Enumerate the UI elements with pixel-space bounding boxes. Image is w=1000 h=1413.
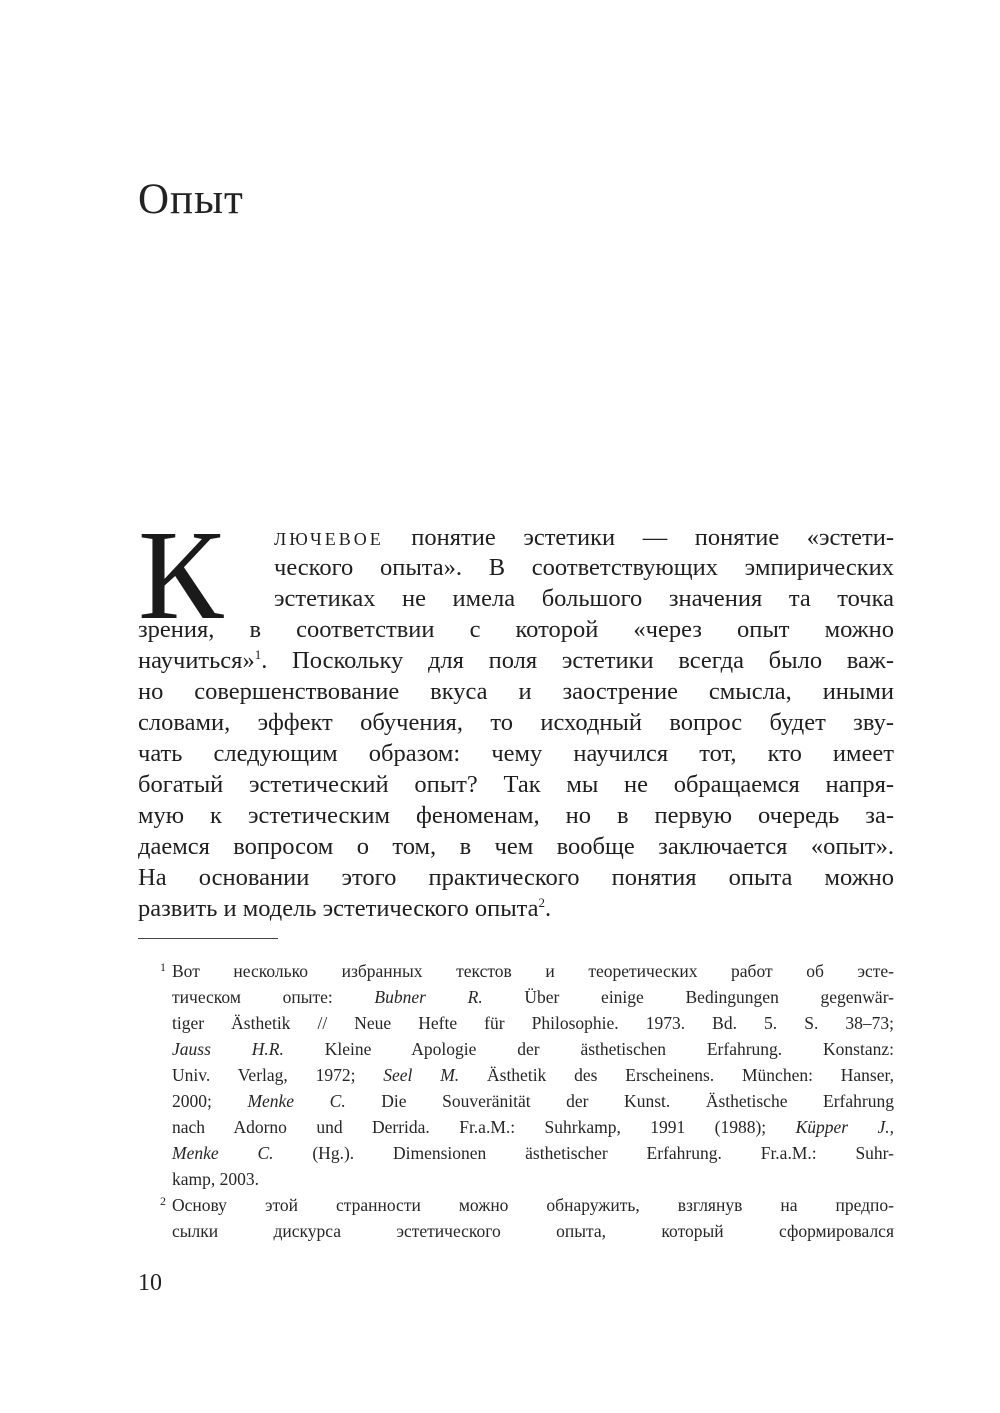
footnote-line bbox=[172, 1062, 894, 1088]
footnote-line bbox=[172, 1140, 894, 1166]
footnote-line: tiger Ästhetik // Neue Hefte für Philosophie. 1973. Bd. 5. S. 38–73; bbox=[172, 1013, 894, 1033]
author-name: Seel M. bbox=[383, 1065, 460, 1085]
footnote-marker: 1 bbox=[160, 960, 166, 974]
footnote-text: Kleine Apologie der ästhetischen Erfahrung. Konstanz: bbox=[283, 1039, 894, 1059]
footnote-text: (Hg.). Dimensionen ästhetischer Erfahrung. Fr.a.M.: Suhr- bbox=[273, 1143, 894, 1163]
paragraph-line: словами, эффект обучения, то исходный вопрос будет зву- bbox=[138, 709, 894, 736]
footnote-text: Ästhetik des Erscheinens. München: Hanser, bbox=[459, 1065, 894, 1085]
footnote-text: Основу этой странности можно обнаружить, взглянув на предпо- bbox=[172, 1195, 894, 1215]
footnote-text: nach Adorno und Derrida. Fr.a.M.: Suhrkamp, 1991 (1988); bbox=[172, 1117, 796, 1137]
footnote-line: kamp, 2003. bbox=[172, 1169, 260, 1189]
footnote-text: Über einige Bedingungen gegenwär- bbox=[482, 987, 894, 1007]
author-name: Küpper J., bbox=[795, 1117, 894, 1137]
footnote-separator bbox=[138, 938, 278, 939]
footnote-1 bbox=[160, 958, 894, 984]
footnote-text: 2000; bbox=[172, 1091, 248, 1111]
paragraph-line bbox=[138, 893, 894, 925]
author-name: Bubner R. bbox=[374, 987, 483, 1007]
paragraph-line: чать следующим образом: чему научился тот, кто имеет bbox=[138, 740, 894, 767]
line-text: . bbox=[545, 895, 552, 922]
lead-smallcaps: ЛЮЧЕВОЕ bbox=[274, 529, 384, 549]
page-number: 10 bbox=[138, 1270, 162, 1296]
paragraph-line bbox=[274, 522, 894, 554]
paragraph-line: зрения, в соответствии с которой «через опыт можно bbox=[138, 616, 894, 643]
footnote-line bbox=[172, 1114, 894, 1140]
footnote-line bbox=[172, 1088, 894, 1114]
footnote-text: Вот несколько избранных текстов и теоретических работ об эсте- bbox=[172, 961, 894, 981]
footnote-line bbox=[172, 1036, 894, 1062]
footnote-2 bbox=[160, 1192, 894, 1218]
author-name: Jauss H.R. bbox=[172, 1039, 284, 1059]
footnote-text: тическом опыте: bbox=[172, 987, 375, 1007]
line-text: . Поскольку для поля эстетики всегда было bbox=[261, 647, 847, 674]
line-text: научиться» bbox=[138, 647, 255, 674]
footnote-text: Die Souveränität der Kunst. Ästhetische Erfahrung bbox=[345, 1091, 894, 1111]
footnote-marker: 2 bbox=[160, 1194, 166, 1208]
footnote-ref[interactable]: 1 bbox=[254, 646, 262, 662]
footnote-text: Univ. Verlag, 1972; bbox=[172, 1065, 384, 1085]
line-text: понятие эстетики — понятие «эстети- bbox=[383, 524, 894, 551]
footnote-line bbox=[172, 984, 894, 1010]
chapter-title: Опыт bbox=[138, 176, 244, 223]
footnote-line: сылки дискурса эстетического опыта, который сформировался bbox=[172, 1221, 894, 1241]
paragraph-line bbox=[138, 645, 894, 677]
author-name: Menke C. bbox=[247, 1091, 346, 1111]
paragraph-line: эстетиках не имела большого значения та точка bbox=[274, 585, 894, 612]
paragraph-line: богатый эстетический опыт? Так мы не обращаемся напря- bbox=[138, 771, 894, 798]
paragraph-line: но совершенствование вкуса и заострение смысла, иными bbox=[138, 678, 894, 705]
paragraph-line: На основании этого практического понятия опыта можно bbox=[138, 864, 894, 891]
footnote-ref[interactable]: 2 bbox=[538, 894, 546, 910]
paragraph-line: мую к эстетическим феноменам, но в первую очередь за- bbox=[138, 802, 894, 829]
paragraph-line: даемся вопросом о том, в чем вообще заключается «опыт». bbox=[138, 833, 894, 860]
author-name: Menke C. bbox=[172, 1143, 274, 1163]
line-text: важ- bbox=[846, 647, 894, 674]
line-text: развить и модель эстетического опыта bbox=[138, 895, 539, 922]
paragraph-line: ческого опыта». В соответствующих эмпирических bbox=[274, 554, 894, 581]
drop-cap: К bbox=[138, 504, 224, 646]
